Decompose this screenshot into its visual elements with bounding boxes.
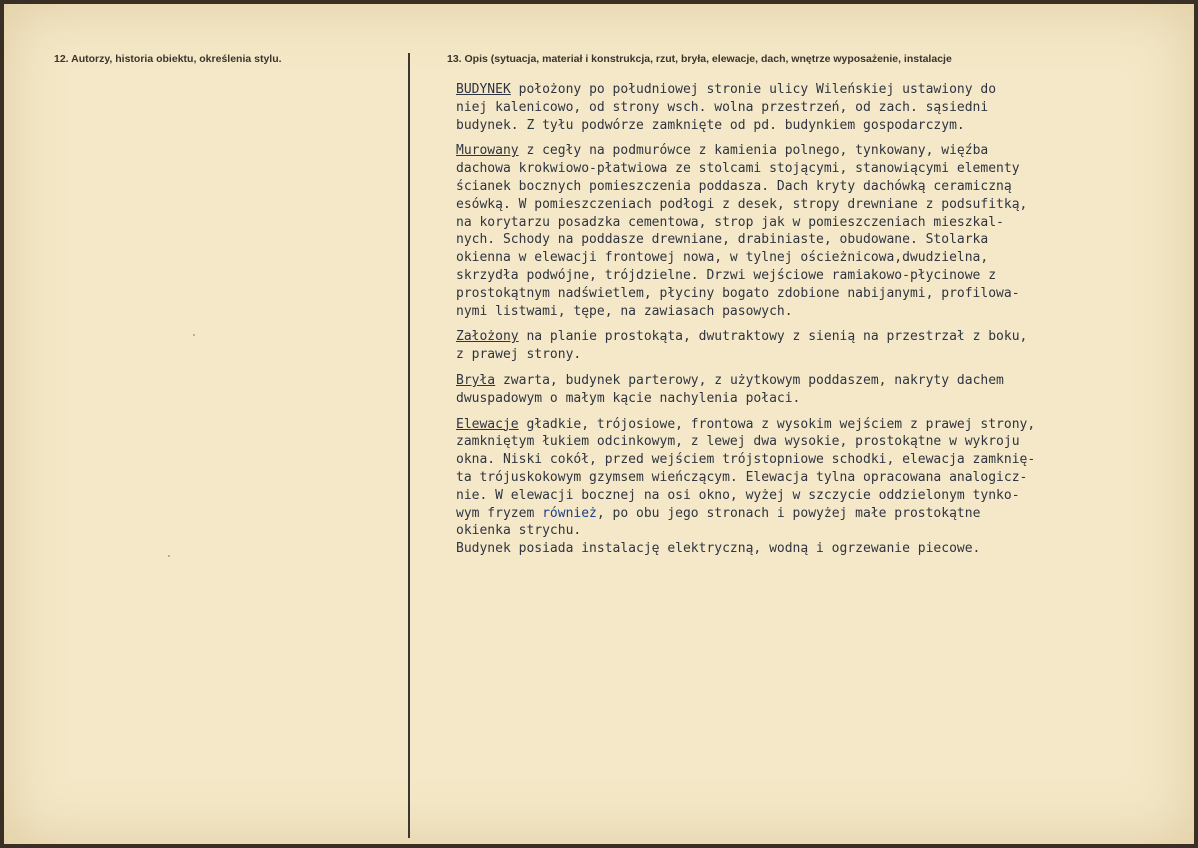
paragraph-bryla: Bryła zwarta, budynek parterowy, z użytkowym poddaszem, nakryty dachem dwuspadowym o małym kącie nachylenia połaci.	[456, 372, 1004, 406]
keyword-murowany: Murowany	[456, 143, 519, 159]
handwritten-insert: również	[542, 505, 597, 521]
record-card	[4, 4, 1194, 844]
description-text	[456, 81, 1191, 558]
paragraph-elewacje: Elewacje gładkie, trójosiowe, frontowa z wysokim wejściem z prawej strony, zamkniętym łukiem odcinkowym, z lewej dwa wysokie, prostokątne w wykroju okna. Niski cokół, przed wejściem trójstopniowe schodki, elewacja zamknię- ta trójuskokowym gzymsem wieńczącym. Elewacja tylna opracowana analogicz- nie. W elewacji bocznej na osi okno, wyżej w szczycie oddzielonym tynko- wym fryzem również, po obu jego stronach i powyżej małe prostokątne okienka strychu. Budynek posiada instalację elektryczną, wodną i ogrzewanie piecowe.	[456, 416, 1191, 558]
keyword-bryla: Bryła	[456, 372, 496, 388]
installations-line: Budynek posiada instalację elektryczną, wodną i ogrzewanie piecowe.	[456, 541, 981, 557]
keyword-elewacje: Elewacje	[456, 416, 519, 432]
section-12-header: 12. Autorzy, historia obiektu, określenia stylu.	[54, 53, 282, 65]
paragraph-budynek: BUDYNEK położony po południowej stronie ulicy Wileńskiej ustawiony do niej kalenicowo, od strony wsch. wolna przestrzeń, od zach. sąsiedni budynek. Z tyłu podwórze zamknięte od pd. budynkiem gospodarczym.	[456, 82, 997, 133]
speck	[168, 555, 170, 557]
column-divider	[408, 53, 410, 838]
keyword-zalozony: Założony	[456, 329, 519, 345]
paragraph-zalozony: Założony na planie prostokąta, dwutraktowy z sienią na przestrzał z boku, z prawej strony.	[456, 329, 1028, 363]
paragraph-murowany: Murowany z cegły na podmurówce z kamienia polnego, tynkowany, więźba dachowa krokwiowo-płatwiowa ze stolcami stojącymi, stanowiącymi elementy ścianek bocznych pomieszczenia poddasza. Dach kryty dachówką ceramiczną esówką. W pomieszczeniach podłogi z desek, stropy drewniane z podsufitką, na korytarzu posadzka cementowa, strop jak w pomieszczeniach mieszkal- nych. Schody na poddasze drewniane, drabiniaste, obudowane. Stolarka okienna w elewacji frontowej nowa, w tylnej ościeżnicowa,dwudzielna, skrzydła podwójne, trójdzielne. Drzwi wejściowe ramiakowo-płycinowe z prostokątnym nadświetlem, płyciny bogato zdobione nabijanymi, profilowa- nymi listwami, tępe, na zawiasach pasowych.	[456, 143, 1028, 319]
keyword-budynek: BUDYNEK	[456, 82, 511, 97]
speck	[193, 334, 195, 336]
section-13-header: 13. Opis (sytuacja, materiał i konstrukcja, rzut, bryła, elewacje, dach, wnętrze wyposażenie, instalacje	[447, 53, 952, 65]
